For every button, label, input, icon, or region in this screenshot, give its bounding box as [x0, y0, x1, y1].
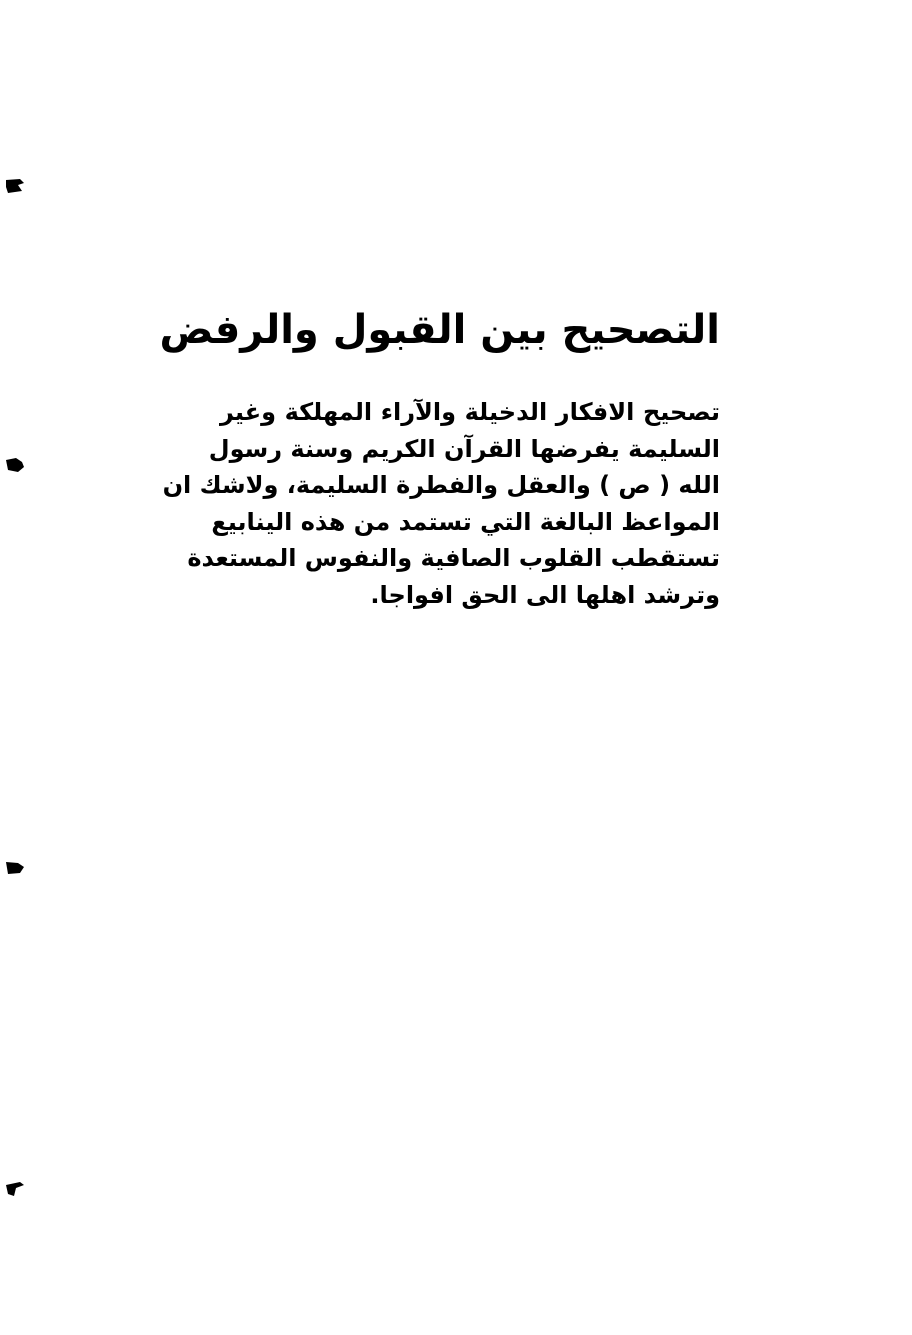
binding-mark-icon [6, 458, 24, 472]
paragraph-line: وترشد اهلها الى الحق افواجا. [370, 580, 720, 609]
binding-mark-icon [6, 861, 24, 875]
paragraph-line: الله ( ص ) والعقل والفطرة السليمة، ولاشك ان [162, 471, 720, 499]
page-title: التصحيح بين القبول والرفض [159, 307, 720, 353]
binding-mark-icon [6, 179, 24, 193]
paragraph-line: المواعظ البالغة التي تستمد من هذه الينابيع [211, 507, 720, 536]
paragraph-line: تصحيح الافكار الدخيلة والآراء المهلكة وغير [220, 398, 720, 426]
paragraph-line: السليمة يفرضها القرآن الكريم وسنة رسول [208, 434, 720, 463]
binding-mark-icon [6, 1182, 24, 1196]
body-paragraph [162, 394, 720, 613]
paragraph-line: تستقطب القلوب الصافية والنفوس المستعدة [187, 544, 720, 572]
